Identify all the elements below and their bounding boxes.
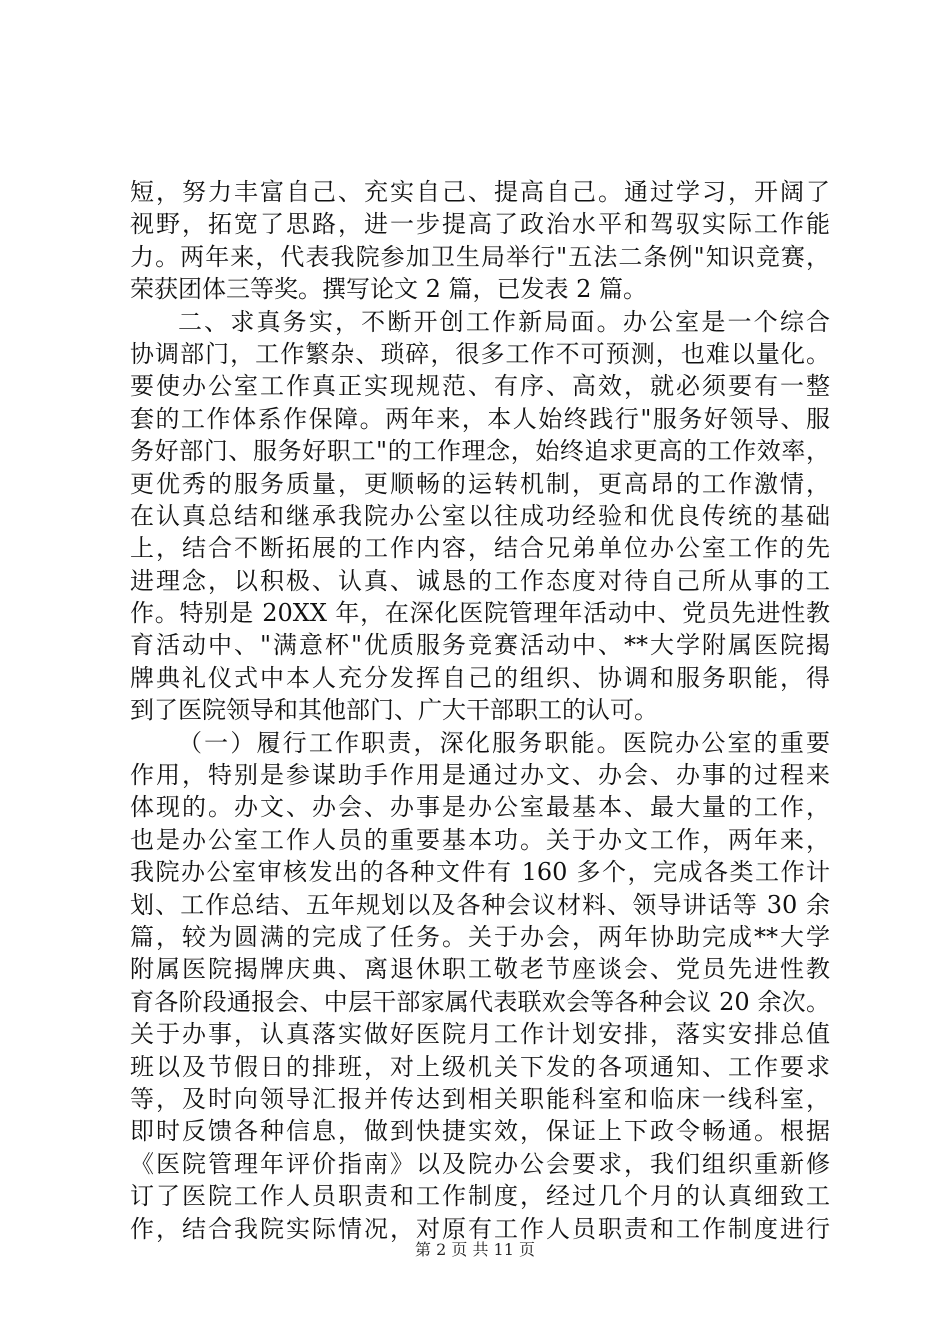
text-line: 订了医院工作人员职责和工作制度，经过几个月的认真细致工 <box>130 1182 830 1211</box>
text-line: 等，及时向领导汇报并传达到相关职能科室和临床一线科室， <box>130 1084 830 1113</box>
text-line: 要使办公室工作真正实现规范、有序、高效，就必须要有一整 <box>130 372 830 401</box>
text-line: 划、工作总结、五年规划以及各种会议材料、领导讲话等 30 余 <box>130 890 830 919</box>
text-line: 协调部门，工作繁杂、琐碎，很多工作不可预测，也难以量化。 <box>130 339 830 368</box>
text-line: 套的工作体系作保障。两年来，本人始终践行"服务好领导、服 <box>130 404 830 433</box>
text-line: 关于办事，认真落实做好医院月工作计划安排，落实安排总值 <box>130 1020 830 1049</box>
text-line: 育各阶段通报会、中层干部家属代表联欢会等各种会议 20 余次。 <box>130 987 830 1016</box>
text-line: 上，结合不断拓展的工作内容，结合兄弟单位办公室工作的先 <box>130 534 830 563</box>
text-line: 附属医院揭牌庆典、离退休职工敬老节座谈会、党员先进性教 <box>130 955 830 984</box>
text-line: 即时反馈各种信息，做到快捷实效，保证上下政令畅通。根据 <box>130 1117 830 1146</box>
page-number-footer: 第 2 页 共 11 页 <box>415 1240 535 1259</box>
text-line: 在认真总结和继承我院办公室以往成功经验和优良传统的基础 <box>130 501 830 530</box>
text-line: 班以及节假日的排班，对上级机关下发的各项通知、工作要求 <box>130 1052 830 1081</box>
text-line: 务好部门、服务好职工"的工作理念，始终追求更高的工作效率， <box>130 437 830 466</box>
text-line: 牌典礼仪式中本人充分发挥自己的组织、协调和服务职能，得 <box>130 663 830 692</box>
text-line: 短，努力丰富自己、充实自己、提高自己。通过学习，开阔了 <box>130 178 830 206</box>
text-line: 作，结合我院实际情况，对原有工作人员职责和工作制度进行 <box>130 1214 830 1243</box>
text-line: 我院办公室审核发出的各种文件有 160 多个，完成各类工作计 <box>130 858 830 887</box>
document-body <box>130 176 830 1245</box>
subsection-heading-line: （一）履行工作职责，深化服务职能。医院办公室的重要 <box>178 728 830 757</box>
text-line: 力。两年来，代表我院参加卫生局举行"五法二条例"知识竞赛， <box>130 242 830 271</box>
text-line: 进理念，以积极、认真、诚恳的工作态度对待自己所从事的工 <box>130 566 830 595</box>
text-line: 荣获团体三等奖。撰写论文 2 篇，已发表 2 篇。 <box>130 275 648 304</box>
section-heading-line: 二、求真务实，不断开创工作新局面。办公室是一个综合 <box>178 307 830 336</box>
text-line: 作用，特别是参谋助手作用是通过办文、办会、办事的过程来 <box>130 761 830 790</box>
text-line: 也是办公室工作人员的重要基本功。关于办文工作，两年来， <box>130 825 830 854</box>
text-line: 体现的。办文、办会、办事是办公室最基本、最大量的工作， <box>130 793 830 822</box>
text-line: 作。特别是 20XX 年，在深化医院管理年活动中、党员先进性教 <box>130 599 830 628</box>
text-line: 视野，拓宽了思路，进一步提高了政治水平和驾驭实际工作能 <box>130 210 830 239</box>
text-line: 《医院管理年评价指南》以及院办公会要求，我们组织重新修 <box>130 1149 830 1178</box>
text-line: 到了医院领导和其他部门、广大干部职工的认可。 <box>130 696 658 725</box>
text-line: 篇，较为圆满的完成了任务。关于办会，两年协助完成**大学 <box>130 922 830 951</box>
text-line: 育活动中、"满意杯"优质服务竞赛活动中、**大学附属医院揭 <box>130 631 830 660</box>
text-line: 更优秀的服务质量，更顺畅的运转机制，更高昂的工作激情， <box>130 469 830 498</box>
